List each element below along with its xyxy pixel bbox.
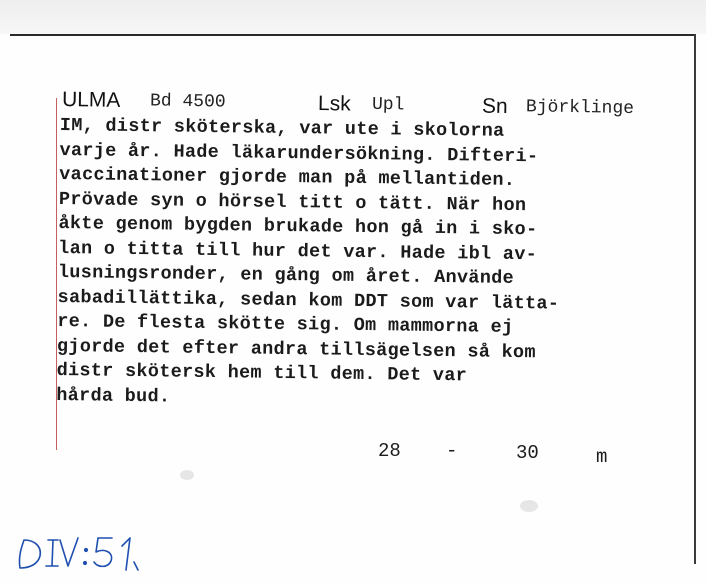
card-top-band <box>0 0 706 34</box>
text-line: lan o titta till hur det var. Hade ibl av- <box>58 237 538 265</box>
landskap-label: Lsk <box>317 92 351 116</box>
text-line: lusningsronder, en gång om året. Använde <box>57 261 515 289</box>
handwritten-mark <box>12 532 152 576</box>
text-line: sabadillättika, sedan kom DDT som var lätta- <box>57 286 560 315</box>
text-line: varje år. Hade läkarundersökning. Difteri- <box>59 139 539 167</box>
page-dash: - <box>446 440 458 462</box>
page-unit: m <box>596 446 608 468</box>
socken-value: Björklinge <box>525 97 635 119</box>
text-line: åkte genom bygden brukade hon gå in i sko- <box>58 212 538 241</box>
page-from: 28 <box>378 440 401 462</box>
landskap-value: Upl <box>371 94 405 116</box>
card-body <box>56 114 680 416</box>
card-top-border <box>10 34 696 36</box>
text-line: gjorde det efter andra tillsägelsen så kom <box>56 335 536 363</box>
text-line: Prövade syn o hörsel titt o tätt. När hon <box>58 188 527 216</box>
text-line: hårda bud. <box>56 384 171 407</box>
page-to: 30 <box>516 442 539 464</box>
card-right-border <box>694 34 696 564</box>
archive-code: ULMA <box>61 88 121 112</box>
text-line: re. De flesta skötte sig. Om mammorna ej <box>57 310 514 338</box>
text-line: distr skötersk hem till dem. Det var <box>56 359 468 387</box>
volume-number: Bd 4500 <box>149 91 226 113</box>
text-line: IM, distr sköterska, var ute i skolorna <box>59 114 505 142</box>
socken-label: Sn <box>481 94 508 118</box>
paper-stain <box>180 470 194 480</box>
text-line: vaccinationer gjorde man på mellantiden. <box>59 163 516 191</box>
paper-stain <box>520 500 538 512</box>
